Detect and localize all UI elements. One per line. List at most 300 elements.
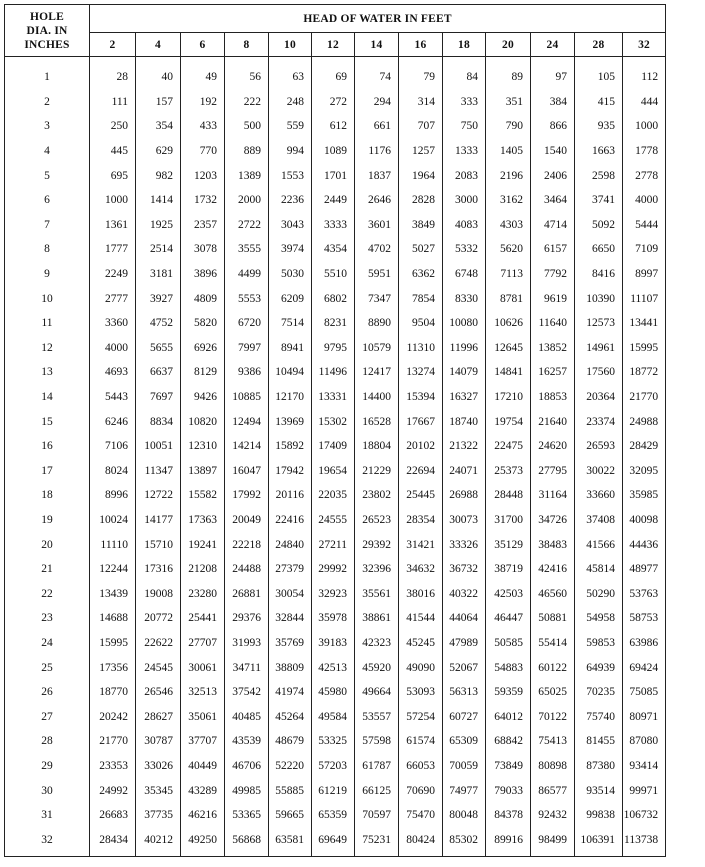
discharge-value-cell: 994 [269, 139, 312, 164]
discharge-value-cell: 5655 [136, 336, 181, 361]
discharge-value-cell: 13969 [269, 409, 312, 434]
discharge-value-cell: 25445 [399, 483, 443, 508]
discharge-value-cell: 45245 [399, 631, 443, 656]
discharge-value-cell: 13331 [312, 385, 355, 410]
discharge-value-cell: 13439 [90, 581, 136, 606]
discharge-value-cell: 36732 [443, 557, 486, 582]
discharge-value-cell: 49 [181, 57, 225, 90]
discharge-value-cell: 250 [90, 114, 136, 139]
discharge-value-cell: 8129 [181, 360, 225, 385]
hole-diameter-cell: 7 [5, 213, 90, 238]
discharge-value-cell: 53763 [623, 581, 666, 606]
discharge-value-cell: 17316 [136, 557, 181, 582]
discharge-value-cell: 35129 [486, 532, 531, 557]
discharge-value-cell: 113738 [623, 827, 666, 856]
discharge-value-cell: 33026 [136, 754, 181, 779]
discharge-value-cell: 935 [575, 114, 623, 139]
discharge-value-cell: 3181 [136, 262, 181, 287]
discharge-value-cell: 3464 [531, 188, 575, 213]
discharge-value-cell: 55885 [269, 778, 312, 803]
discharge-value-cell: 4354 [312, 237, 355, 262]
discharge-value-cell: 20049 [225, 508, 269, 533]
discharge-value-cell: 98499 [531, 827, 575, 856]
discharge-value-cell: 11310 [399, 336, 443, 361]
head-column-header: 28 [575, 33, 623, 57]
head-column-header: 8 [225, 33, 269, 57]
discharge-value-cell: 5820 [181, 311, 225, 336]
discharge-value-cell: 2778 [623, 163, 666, 188]
table-row [5, 581, 666, 606]
discharge-value-cell: 2722 [225, 213, 269, 238]
discharge-value-cell: 61219 [312, 778, 355, 803]
discharge-value-cell: 8781 [486, 286, 531, 311]
discharge-value-cell: 45264 [269, 704, 312, 729]
discharge-value-cell: 1540 [531, 139, 575, 164]
discharge-value-cell: 5510 [312, 262, 355, 287]
hole-diameter-cell: 3 [5, 114, 90, 139]
discharge-value-cell: 28354 [399, 508, 443, 533]
discharge-value-cell: 22416 [269, 508, 312, 533]
discharge-value-cell: 17356 [90, 655, 136, 680]
discharge-value-cell: 49584 [312, 704, 355, 729]
discharge-value-cell: 26546 [136, 680, 181, 705]
discharge-value-cell: 2646 [355, 188, 399, 213]
discharge-value-cell: 889 [225, 139, 269, 164]
discharge-value-cell: 6748 [443, 262, 486, 287]
discharge-value-cell: 31421 [399, 532, 443, 557]
head-of-water-header: HEAD OF WATER IN FEET [90, 5, 666, 33]
discharge-value-cell: 11640 [531, 311, 575, 336]
discharge-value-cell: 34711 [225, 655, 269, 680]
head-column-header: 4 [136, 33, 181, 57]
discharge-value-cell: 22622 [136, 631, 181, 656]
table-row [5, 311, 666, 336]
discharge-value-cell: 34726 [531, 508, 575, 533]
discharge-value-cell: 58753 [623, 606, 666, 631]
discharge-value-cell: 8941 [269, 336, 312, 361]
discharge-value-cell: 46560 [531, 581, 575, 606]
table-row [5, 459, 666, 484]
table-row [5, 90, 666, 115]
discharge-value-cell: 22475 [486, 434, 531, 459]
discharge-value-cell: 45980 [312, 680, 355, 705]
discharge-value-cell: 49664 [355, 680, 399, 705]
discharge-value-cell: 42323 [355, 631, 399, 656]
discharge-value-cell: 39183 [312, 631, 355, 656]
discharge-value-cell: 53557 [355, 704, 399, 729]
discharge-value-cell: 32923 [312, 581, 355, 606]
table-row [5, 655, 666, 680]
hole-label-line-1: HOLE [29, 10, 65, 23]
discharge-value-cell: 64939 [575, 655, 623, 680]
table-row [5, 557, 666, 582]
discharge-value-cell: 10080 [443, 311, 486, 336]
discharge-value-cell: 192 [181, 90, 225, 115]
hole-diameter-cell: 14 [5, 385, 90, 410]
discharge-value-cell: 32844 [269, 606, 312, 631]
discharge-value-cell: 40098 [623, 508, 666, 533]
discharge-value-cell: 9795 [312, 336, 355, 361]
discharge-value-cell: 612 [312, 114, 355, 139]
discharge-value-cell: 1925 [136, 213, 181, 238]
discharge-value-cell: 65309 [443, 729, 486, 754]
head-column-header: 24 [531, 33, 575, 57]
discharge-value-cell: 41566 [575, 532, 623, 557]
discharge-value-cell: 23802 [355, 483, 399, 508]
discharge-value-cell: 46706 [225, 754, 269, 779]
table-row [5, 754, 666, 779]
discharge-value-cell: 1663 [575, 139, 623, 164]
hole-diameter-cell: 2 [5, 90, 90, 115]
discharge-value-cell: 70597 [355, 803, 399, 828]
head-column-header: 10 [269, 33, 312, 57]
discharge-value-cell: 13852 [531, 336, 575, 361]
discharge-value-cell: 5092 [575, 213, 623, 238]
discharge-value-cell: 35061 [181, 704, 225, 729]
head-column-header: 12 [312, 33, 355, 57]
discharge-value-cell: 3360 [90, 311, 136, 336]
discharge-value-cell: 4000 [90, 336, 136, 361]
discharge-value-cell: 8834 [136, 409, 181, 434]
discharge-value-cell: 80971 [623, 704, 666, 729]
discharge-value-cell: 1701 [312, 163, 355, 188]
discharge-value-cell: 10051 [136, 434, 181, 459]
discharge-value-cell: 52067 [443, 655, 486, 680]
hole-diameter-cell: 5 [5, 163, 90, 188]
hole-diameter-cell: 8 [5, 237, 90, 262]
discharge-value-cell: 99971 [623, 778, 666, 803]
discharge-value-cell: 16257 [531, 360, 575, 385]
discharge-value-cell: 23374 [575, 409, 623, 434]
discharge-value-cell: 75740 [575, 704, 623, 729]
hole-diameter-cell: 4 [5, 139, 90, 164]
discharge-value-cell: 5443 [90, 385, 136, 410]
hole-diameter-cell: 13 [5, 360, 90, 385]
head-column-header: 20 [486, 33, 531, 57]
discharge-value-cell: 12722 [136, 483, 181, 508]
discharge-value-cell: 30054 [269, 581, 312, 606]
discharge-value-cell: 7792 [531, 262, 575, 287]
discharge-value-cell: 17363 [181, 508, 225, 533]
discharge-value-cell: 93514 [575, 778, 623, 803]
discharge-value-cell: 33326 [443, 532, 486, 557]
hole-diameter-cell: 22 [5, 581, 90, 606]
head-column-header: 14 [355, 33, 399, 57]
discharge-value-cell: 75085 [623, 680, 666, 705]
discharge-value-cell: 790 [486, 114, 531, 139]
discharge-value-cell: 24555 [312, 508, 355, 533]
discharge-value-cell: 14177 [136, 508, 181, 533]
discharge-value-cell: 75413 [531, 729, 575, 754]
discharge-value-cell: 50881 [531, 606, 575, 631]
discharge-value-cell: 4714 [531, 213, 575, 238]
hole-diameter-cell: 23 [5, 606, 90, 631]
discharge-value-cell: 6650 [575, 237, 623, 262]
discharge-value-cell: 1389 [225, 163, 269, 188]
discharge-value-cell: 3849 [399, 213, 443, 238]
discharge-value-cell: 1732 [181, 188, 225, 213]
discharge-value-cell: 32396 [355, 557, 399, 582]
hole-diameter-cell: 24 [5, 631, 90, 656]
table-row [5, 286, 666, 311]
hole-diameter-cell: 1 [5, 57, 90, 90]
discharge-value-cell: 12573 [575, 311, 623, 336]
discharge-value-cell: 32095 [623, 459, 666, 484]
hole-diameter-cell: 32 [5, 827, 90, 856]
table-row [5, 680, 666, 705]
discharge-value-cell: 31164 [531, 483, 575, 508]
discharge-value-cell: 87380 [575, 754, 623, 779]
discharge-value-cell: 18772 [623, 360, 666, 385]
discharge-value-cell: 9386 [225, 360, 269, 385]
table-row [5, 139, 666, 164]
discharge-value-cell: 84378 [486, 803, 531, 828]
discharge-value-cell: 57203 [312, 754, 355, 779]
discharge-value-cell: 85302 [443, 827, 486, 856]
discharge-value-cell: 24620 [531, 434, 575, 459]
discharge-value-cell: 41974 [269, 680, 312, 705]
discharge-value-cell: 70122 [531, 704, 575, 729]
discharge-value-cell: 21322 [443, 434, 486, 459]
discharge-value-cell: 1257 [399, 139, 443, 164]
discharge-value-cell: 79033 [486, 778, 531, 803]
discharge-value-cell: 10820 [181, 409, 225, 434]
discharge-value-cell: 46447 [486, 606, 531, 631]
head-column-header: 18 [443, 33, 486, 57]
discharge-value-cell: 272 [312, 90, 355, 115]
discharge-value-cell: 14961 [575, 336, 623, 361]
discharge-value-cell: 75231 [355, 827, 399, 856]
discharge-value-cell: 351 [486, 90, 531, 115]
discharge-value-cell: 45814 [575, 557, 623, 582]
discharge-value-cell: 7997 [225, 336, 269, 361]
discharge-value-cell: 14079 [443, 360, 486, 385]
discharge-value-cell: 3333 [312, 213, 355, 238]
discharge-value-cell: 54883 [486, 655, 531, 680]
discharge-value-cell: 9504 [399, 311, 443, 336]
discharge-value-cell: 1089 [312, 139, 355, 164]
discharge-value-cell: 22218 [225, 532, 269, 557]
discharge-value-cell: 16047 [225, 459, 269, 484]
table-row [5, 262, 666, 287]
discharge-value-cell: 53325 [312, 729, 355, 754]
discharge-value-cell: 8330 [443, 286, 486, 311]
discharge-value-cell: 80424 [399, 827, 443, 856]
discharge-value-cell: 2249 [90, 262, 136, 287]
discharge-value-cell: 28627 [136, 704, 181, 729]
discharge-value-cell: 33660 [575, 483, 623, 508]
discharge-value-cell: 13441 [623, 311, 666, 336]
discharge-value-cell: 17992 [225, 483, 269, 508]
discharge-value-cell: 64012 [486, 704, 531, 729]
discharge-value-cell: 8997 [623, 262, 666, 287]
discharge-value-cell: 1000 [623, 114, 666, 139]
discharge-value-cell: 384 [531, 90, 575, 115]
hole-diameter-cell: 29 [5, 754, 90, 779]
discharge-value-cell: 14400 [355, 385, 399, 410]
discharge-value-cell: 3162 [486, 188, 531, 213]
discharge-value-cell: 70059 [443, 754, 486, 779]
discharge-value-cell: 106391 [575, 827, 623, 856]
discharge-value-cell: 18770 [90, 680, 136, 705]
discharge-value-cell: 69424 [623, 655, 666, 680]
discharge-value-cell: 500 [225, 114, 269, 139]
discharge-value-cell: 7347 [355, 286, 399, 311]
discharge-value-cell: 1000 [90, 188, 136, 213]
discharge-value-cell: 68842 [486, 729, 531, 754]
discharge-value-cell: 38483 [531, 532, 575, 557]
discharge-value-cell: 17942 [269, 459, 312, 484]
discharge-value-cell: 22694 [399, 459, 443, 484]
discharge-value-cell: 3741 [575, 188, 623, 213]
discharge-value-cell: 59359 [486, 680, 531, 705]
hole-diameter-cell: 27 [5, 704, 90, 729]
head-column-header: 32 [623, 33, 666, 57]
discharge-value-cell: 21208 [181, 557, 225, 582]
table-row [5, 237, 666, 262]
discharge-value-cell: 12170 [269, 385, 312, 410]
discharge-value-cell: 26523 [355, 508, 399, 533]
discharge-value-cell: 22035 [312, 483, 355, 508]
discharge-value-cell: 20242 [90, 704, 136, 729]
discharge-value-cell: 37735 [136, 803, 181, 828]
table-row [5, 409, 666, 434]
discharge-value-cell: 12310 [181, 434, 225, 459]
discharge-value-cell: 6246 [90, 409, 136, 434]
discharge-value-cell: 6157 [531, 237, 575, 262]
discharge-value-cell: 61574 [399, 729, 443, 754]
discharge-value-cell: 5444 [623, 213, 666, 238]
discharge-value-cell: 7106 [90, 434, 136, 459]
table-row [5, 631, 666, 656]
discharge-value-cell: 59853 [575, 631, 623, 656]
hole-diameter-cell: 31 [5, 803, 90, 828]
discharge-value-cell: 53365 [225, 803, 269, 828]
discharge-value-cell: 111 [90, 90, 136, 115]
discharge-value-cell: 74 [355, 57, 399, 90]
discharge-value-cell: 8416 [575, 262, 623, 287]
discharge-value-cell: 12417 [355, 360, 399, 385]
discharge-value-cell: 11107 [623, 286, 666, 311]
discharge-value-cell: 48679 [269, 729, 312, 754]
discharge-value-cell: 40449 [181, 754, 225, 779]
hole-diameter-cell: 28 [5, 729, 90, 754]
discharge-value-cell: 16327 [443, 385, 486, 410]
discharge-value-cell: 31700 [486, 508, 531, 533]
hole-diameter-cell: 16 [5, 434, 90, 459]
discharge-value-cell: 92432 [531, 803, 575, 828]
discharge-value-cell: 23353 [90, 754, 136, 779]
discharge-value-cell: 2083 [443, 163, 486, 188]
discharge-value-cell: 29392 [355, 532, 399, 557]
discharge-value-cell: 89916 [486, 827, 531, 856]
hole-diameter-cell: 12 [5, 336, 90, 361]
discharge-value-cell: 294 [355, 90, 399, 115]
discharge-value-cell: 73849 [486, 754, 531, 779]
discharge-value-cell: 21229 [355, 459, 399, 484]
discharge-value-cell: 74977 [443, 778, 486, 803]
discharge-value-cell: 35978 [312, 606, 355, 631]
discharge-value-cell: 19754 [486, 409, 531, 434]
discharge-value-cell: 34632 [399, 557, 443, 582]
discharge-value-cell: 12645 [486, 336, 531, 361]
discharge-value-cell: 37542 [225, 680, 269, 705]
discharge-value-cell: 26593 [575, 434, 623, 459]
discharge-value-cell: 4303 [486, 213, 531, 238]
table-row [5, 163, 666, 188]
discharge-value-cell: 50585 [486, 631, 531, 656]
discharge-value-cell: 433 [181, 114, 225, 139]
discharge-value-cell: 12244 [90, 557, 136, 582]
discharge-value-cell: 37707 [181, 729, 225, 754]
discharge-value-cell: 7697 [136, 385, 181, 410]
discharge-table-container [4, 4, 665, 857]
discharge-value-cell: 19008 [136, 581, 181, 606]
discharge-value-cell: 35561 [355, 581, 399, 606]
discharge-value-cell: 86577 [531, 778, 575, 803]
discharge-value-cell: 21640 [531, 409, 575, 434]
discharge-value-cell: 32513 [181, 680, 225, 705]
discharge-table [4, 4, 666, 857]
discharge-value-cell: 3555 [225, 237, 269, 262]
discharge-value-cell: 333 [443, 90, 486, 115]
discharge-value-cell: 25441 [181, 606, 225, 631]
discharge-value-cell: 57254 [399, 704, 443, 729]
hole-diameter-cell: 25 [5, 655, 90, 680]
hole-diameter-cell: 30 [5, 778, 90, 803]
discharge-value-cell: 38719 [486, 557, 531, 582]
discharge-value-cell: 14841 [486, 360, 531, 385]
discharge-value-cell: 11996 [443, 336, 486, 361]
discharge-value-cell: 15394 [399, 385, 443, 410]
discharge-value-cell: 26988 [443, 483, 486, 508]
discharge-value-cell: 35985 [623, 483, 666, 508]
discharge-value-cell: 56 [225, 57, 269, 90]
table-row [5, 434, 666, 459]
discharge-value-cell: 695 [90, 163, 136, 188]
discharge-value-cell: 10024 [90, 508, 136, 533]
discharge-value-cell: 11347 [136, 459, 181, 484]
discharge-value-cell: 6720 [225, 311, 269, 336]
discharge-value-cell: 40212 [136, 827, 181, 856]
discharge-value-cell: 25373 [486, 459, 531, 484]
discharge-value-cell: 10885 [225, 385, 269, 410]
discharge-value-cell: 30787 [136, 729, 181, 754]
head-column-header: 2 [90, 33, 136, 57]
discharge-value-cell: 157 [136, 90, 181, 115]
discharge-value-cell: 559 [269, 114, 312, 139]
discharge-value-cell: 10626 [486, 311, 531, 336]
discharge-value-cell: 44064 [443, 606, 486, 631]
discharge-value-cell: 30061 [181, 655, 225, 680]
discharge-value-cell: 65025 [531, 680, 575, 705]
discharge-value-cell: 13897 [181, 459, 225, 484]
discharge-value-cell: 16528 [355, 409, 399, 434]
discharge-value-cell: 15582 [181, 483, 225, 508]
discharge-value-cell: 99838 [575, 803, 623, 828]
discharge-value-cell: 1778 [623, 139, 666, 164]
discharge-value-cell: 4693 [90, 360, 136, 385]
discharge-value-cell: 24992 [90, 778, 136, 803]
hole-diameter-cell: 20 [5, 532, 90, 557]
table-row [5, 188, 666, 213]
table-row [5, 385, 666, 410]
discharge-value-cell: 84 [443, 57, 486, 90]
discharge-value-cell: 9619 [531, 286, 575, 311]
table-row [5, 57, 666, 90]
discharge-value-cell: 56313 [443, 680, 486, 705]
discharge-value-cell: 982 [136, 163, 181, 188]
